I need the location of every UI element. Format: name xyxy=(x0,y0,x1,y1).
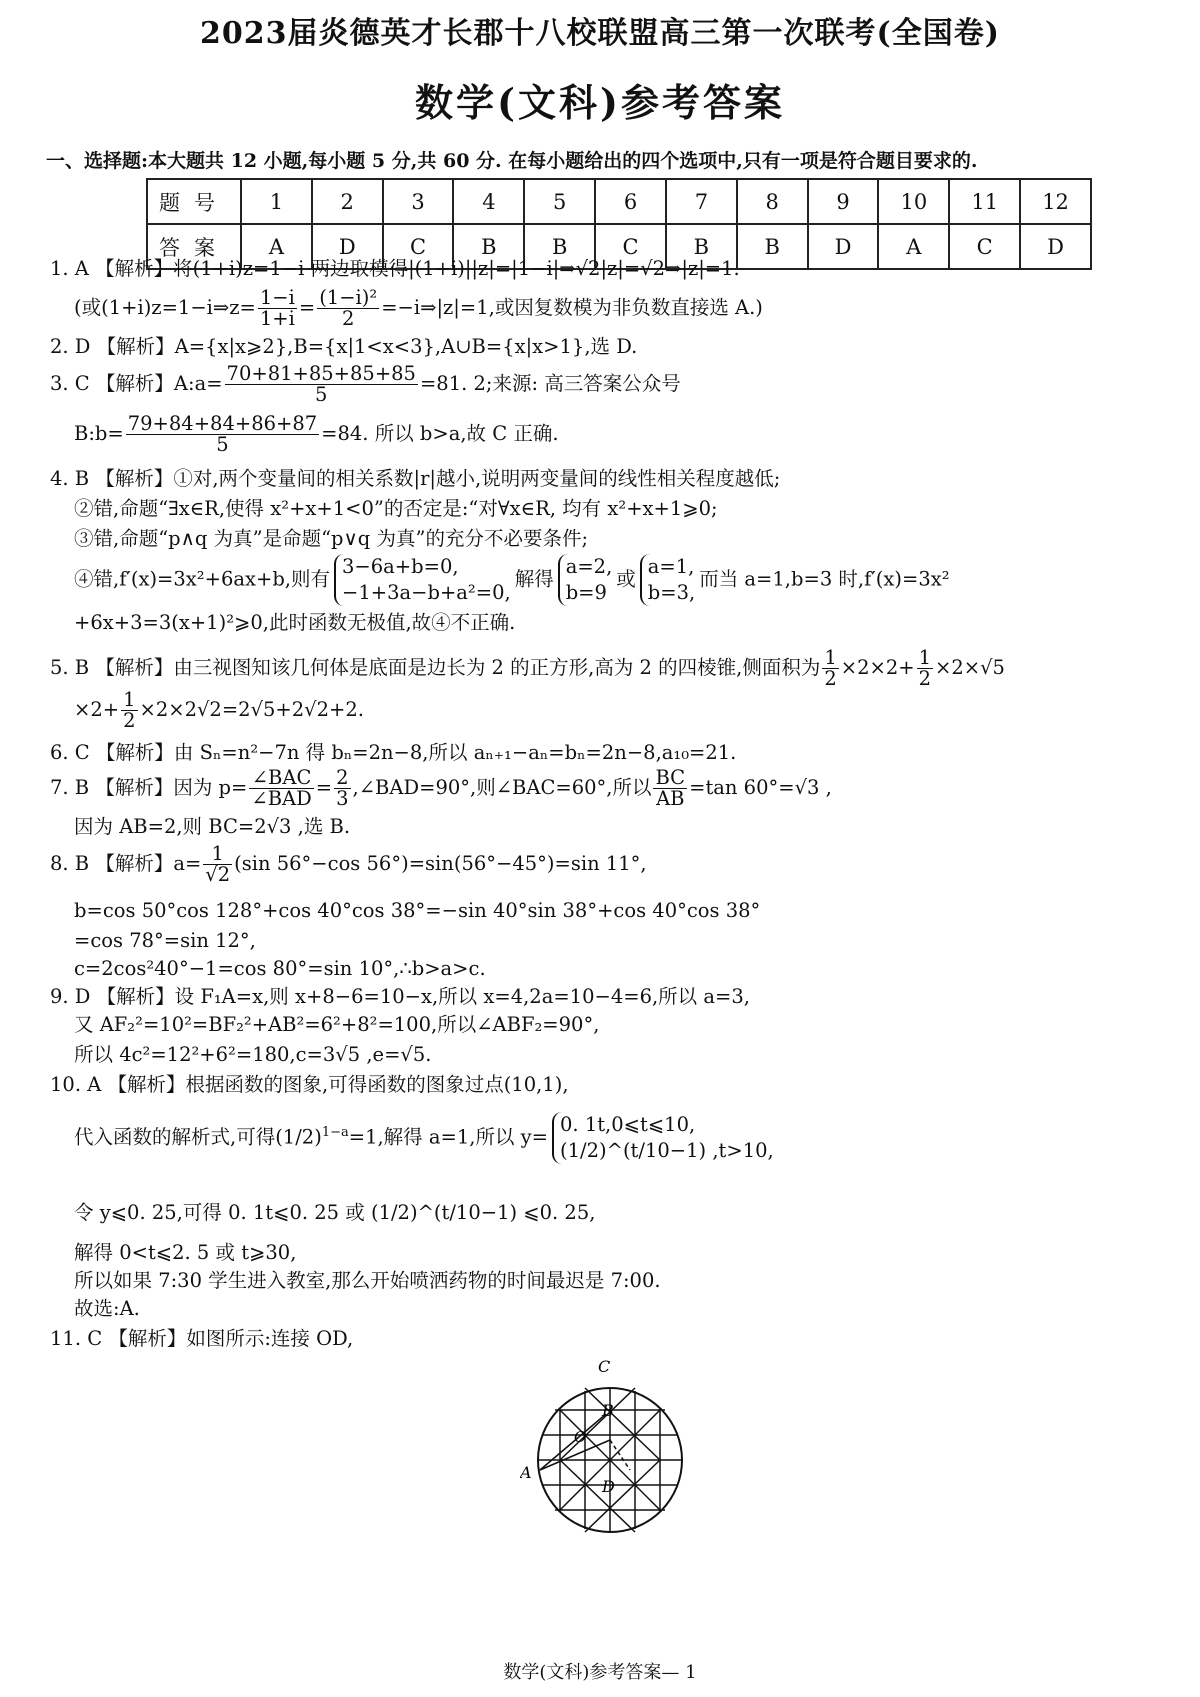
text-span: = xyxy=(298,296,316,319)
text-span: 代入函数的解析式,可得 xyxy=(74,1125,276,1149)
power-base: (1/2) xyxy=(275,1125,322,1149)
text-span: 或 xyxy=(616,567,636,591)
text-span: (或(1+i)z=1−i⇒z= xyxy=(74,296,256,319)
fraction xyxy=(317,288,379,329)
denominator: ∠BAD xyxy=(251,787,312,810)
solution-2: 2. D 【解析】A={x|x⩾2},B={x|1<x<3},A∪B={x|x>1},选 D. xyxy=(50,335,638,358)
table-cell: B xyxy=(453,224,524,269)
solution-8-line-2: b=cos 50°cos 128°+cos 40°cos 38°=−sin 40°sin 38°+cos 40°cos 38° xyxy=(74,899,761,922)
solution-4-line-1: 4. B 【解析】①对,两个变量间的相关系数|r|越小,说明两变量间的线性相关程度越低; xyxy=(50,467,781,490)
page-title: 2023届炎德英才长郡十八校联盟高三第一次联考(全国卷) xyxy=(200,16,1000,51)
table-cell: D xyxy=(1020,224,1091,269)
numerator: 1 xyxy=(203,844,232,865)
equation: 3−6a+b=0, xyxy=(342,555,459,578)
table-cell: B xyxy=(737,224,808,269)
text-span: B:b= xyxy=(74,422,124,445)
table-cell: B xyxy=(524,224,595,269)
table-cell: C xyxy=(595,224,666,269)
numerator: 2 xyxy=(336,766,349,789)
numerator: 1 xyxy=(123,688,136,711)
text-span: ×2×2+ xyxy=(840,656,915,679)
label-a: A xyxy=(520,1463,532,1482)
text-span: (sin 56°−cos 56°)=sin(56°−45°)=sin 11°, xyxy=(234,852,647,875)
table-cell: D xyxy=(808,224,879,269)
fraction xyxy=(249,768,313,809)
text-span: ×2+ xyxy=(74,698,120,721)
solution-4-line-5: +6x+3=3(x+1)²⩾0,此时函数无极值,故④不正确. xyxy=(74,611,516,634)
numerator: 70+81+85+85+85 xyxy=(226,362,416,385)
numerator: 1−i xyxy=(259,286,295,309)
fraction xyxy=(334,768,350,809)
power-exponent: 1−a xyxy=(321,1125,349,1140)
equation-system xyxy=(558,554,613,606)
text-span: 8. B 【解析】a= xyxy=(50,852,202,875)
equation-system xyxy=(334,554,511,606)
denominator: 3 xyxy=(336,787,349,810)
text-span: =−i⇒|z|=1,或因复数模为非负数直接选 A.) xyxy=(381,296,763,319)
table-cell: 5 xyxy=(524,179,595,224)
case: (1/2)^(t/10−1) ,t>10, xyxy=(560,1139,774,1162)
fraction xyxy=(121,690,137,731)
solution-10-line-2 xyxy=(74,1112,778,1164)
numerator: ∠BAC xyxy=(249,768,313,789)
solution-4-line-4 xyxy=(74,554,950,606)
section-heading: 一、选择题:本大题共 12 小题,每小题 5 分,共 60 分. 在每小题给出的四个选项中,只有一项是符合题目要求的. xyxy=(46,150,978,172)
equation: b=9 xyxy=(565,581,607,604)
solution-4-line-3: ③错,命题“p∧q 为真”是命题“p∨q 为真”的充分不必要条件; xyxy=(74,527,589,550)
fraction xyxy=(917,648,933,689)
equation: −1+3a−b+a²=0, xyxy=(342,581,511,604)
solution-3-line-1 xyxy=(50,364,681,405)
numerator: (1−i)² xyxy=(319,286,378,309)
table-cell: 6 xyxy=(595,179,666,224)
geometry-figure xyxy=(520,1360,700,1540)
denominator: 2 xyxy=(123,709,136,732)
table-cell: 2 xyxy=(312,179,383,224)
solution-9-line-1: 9. D 【解析】设 F₁A=x,则 x+8−6=10−x,所以 x=4,2a=10−4=6,所以 a=3, xyxy=(50,985,750,1008)
solution-11-line-1: 11. C 【解析】如图所示:连接 OD, xyxy=(50,1327,354,1350)
equation: a=2, xyxy=(565,555,613,578)
numerator: BC xyxy=(655,766,686,789)
table-row-numbers xyxy=(147,179,1091,224)
text-span: ,∠BAD=90°,则∠BAC=60°,所以 xyxy=(352,776,652,799)
denominator: √2 xyxy=(205,863,231,886)
table-cell: A xyxy=(241,224,312,269)
solution-10-line-4: 解得 0<t⩽2. 5 或 t⩾30, xyxy=(74,1241,297,1264)
solution-6: 6. C 【解析】由 Sₙ=n²−7n 得 bₙ=2n−8,所以 aₙ₊₁−aₙ=bₙ=2n−8,a₁₀=21. xyxy=(50,741,737,764)
case: 0. 1t,0⩽t⩽10, xyxy=(560,1113,696,1136)
solution-1-line-2 xyxy=(74,288,763,329)
page-subtitle: 数学(文科)参考答案 xyxy=(415,80,785,125)
label-b: B xyxy=(602,1401,614,1420)
row-label-answer: 答案 xyxy=(147,224,241,269)
fraction xyxy=(822,648,838,689)
denominator: 2 xyxy=(824,667,837,690)
text-span: =tan 60°=√3 , xyxy=(689,776,832,799)
denominator: AB xyxy=(656,787,685,810)
table-cell: A xyxy=(878,224,949,269)
label-d: D xyxy=(602,1477,615,1496)
text-span: = xyxy=(315,776,333,799)
table-cell: 1 xyxy=(241,179,312,224)
table-cell: 10 xyxy=(878,179,949,224)
numerator: 1 xyxy=(824,646,837,669)
solution-9-line-3: 所以 4c²=12²+6²=180,c=3√5 ,e=√5. xyxy=(74,1043,432,1066)
table-cell: 7 xyxy=(666,179,737,224)
text-span: 7. B 【解析】因为 p= xyxy=(50,776,248,799)
solution-4-line-2: ②错,命题“∃x∈R,使得 x²+x+1<0”的否定是:“对∀x∈R, 均有 x²+x+1⩾0; xyxy=(74,497,718,520)
table-cell: C xyxy=(949,224,1020,269)
text-span: 3. C 【解析】A:a= xyxy=(50,372,223,395)
solution-10-line-6: 故选:A. xyxy=(74,1297,140,1320)
solution-8-line-1 xyxy=(50,844,647,885)
equation-system xyxy=(640,554,695,606)
solution-1-line-1: 1. A 【解析】将(1+i)z=1−i 两边取模得|(1+i)||z|=|1−i|⇒√2|z|=√2⇒|z|=1. xyxy=(50,257,740,280)
text-span: 5. B 【解析】由三视图知该几何体是底面是边长为 2 的正方形,高为 2 的四棱锥,侧面积为 xyxy=(50,656,821,679)
table-cell: C xyxy=(383,224,454,269)
fraction xyxy=(225,364,418,405)
table-cell: 12 xyxy=(1020,179,1091,224)
solution-7-line-1 xyxy=(50,768,832,809)
text-span: 而当 a=1,b=3 时,f′(x)=3x² xyxy=(699,567,950,591)
solution-5-line-1 xyxy=(50,648,1005,689)
table-cell: 3 xyxy=(383,179,454,224)
table-cell: 11 xyxy=(949,179,1020,224)
solution-8-line-3: =cos 78°=sin 12°, xyxy=(74,929,256,952)
table-cell: 9 xyxy=(808,179,879,224)
text-span: ×2×2√2=2√5+2√2+2. xyxy=(139,698,364,721)
fraction xyxy=(126,414,319,455)
solution-7-line-2: 因为 AB=2,则 BC=2√3 ,选 B. xyxy=(74,815,351,838)
segment-od xyxy=(610,1440,630,1470)
equation: a=1, xyxy=(647,555,695,578)
solution-5-line-2 xyxy=(74,690,364,731)
row-label-number: 题号 xyxy=(147,179,241,224)
piecewise-function xyxy=(552,1112,774,1164)
solution-10-line-5: 所以如果 7:30 学生进入教室,那么开始喷洒药物的时间最迟是 7:00. xyxy=(74,1269,661,1292)
text-span: =1,解得 a=1,所以 y= xyxy=(348,1125,549,1149)
text-span: 解得 xyxy=(514,567,554,591)
solution-10-line-1: 10. A 【解析】根据函数的图象,可得函数的图象过点(10,1), xyxy=(50,1073,569,1096)
table-cell: 8 xyxy=(737,179,808,224)
text-span: ×2×√5 xyxy=(935,656,1005,679)
denominator: 5 xyxy=(315,383,328,406)
page-footer: 数学(文科)参考答案— 1 xyxy=(503,1662,697,1683)
fraction xyxy=(203,844,232,885)
label-c: C xyxy=(598,1360,611,1376)
text-span: ④错,f′(x)=3x²+6ax+b,则有 xyxy=(74,567,331,591)
numerator: 79+84+84+86+87 xyxy=(127,412,318,435)
table-cell: D xyxy=(312,224,383,269)
denominator: 5 xyxy=(216,433,229,456)
table-cell: B xyxy=(666,224,737,269)
denominator: 2 xyxy=(341,307,355,330)
table-cell: 4 xyxy=(453,179,524,224)
solution-10-line-3: 令 y⩽0. 25,可得 0. 1t⩽0. 25 或 (1/2)^(t/10−1) ⩽0. 25, xyxy=(74,1201,596,1224)
text-span: =84. 所以 b>a,故 C 正确. xyxy=(321,422,559,445)
denominator: 1+i xyxy=(259,307,295,330)
numerator: 1 xyxy=(918,646,932,669)
fraction xyxy=(258,288,297,329)
text-span: =81. 2;来源: 高三答案公众号 xyxy=(419,372,681,395)
equation: b=3, xyxy=(647,581,696,604)
label-o: O xyxy=(574,1428,587,1446)
solution-3-line-2 xyxy=(74,414,559,455)
solution-9-line-2: 又 AF₂²=10²=BF₂²+AB²=6²+8²=100,所以∠ABF₂=90°, xyxy=(74,1013,600,1036)
fraction xyxy=(653,768,687,809)
denominator: 2 xyxy=(918,667,932,690)
solution-8-line-4: c=2cos²40°−1=cos 80°=sin 10°,∴b>a>c. xyxy=(74,957,486,980)
